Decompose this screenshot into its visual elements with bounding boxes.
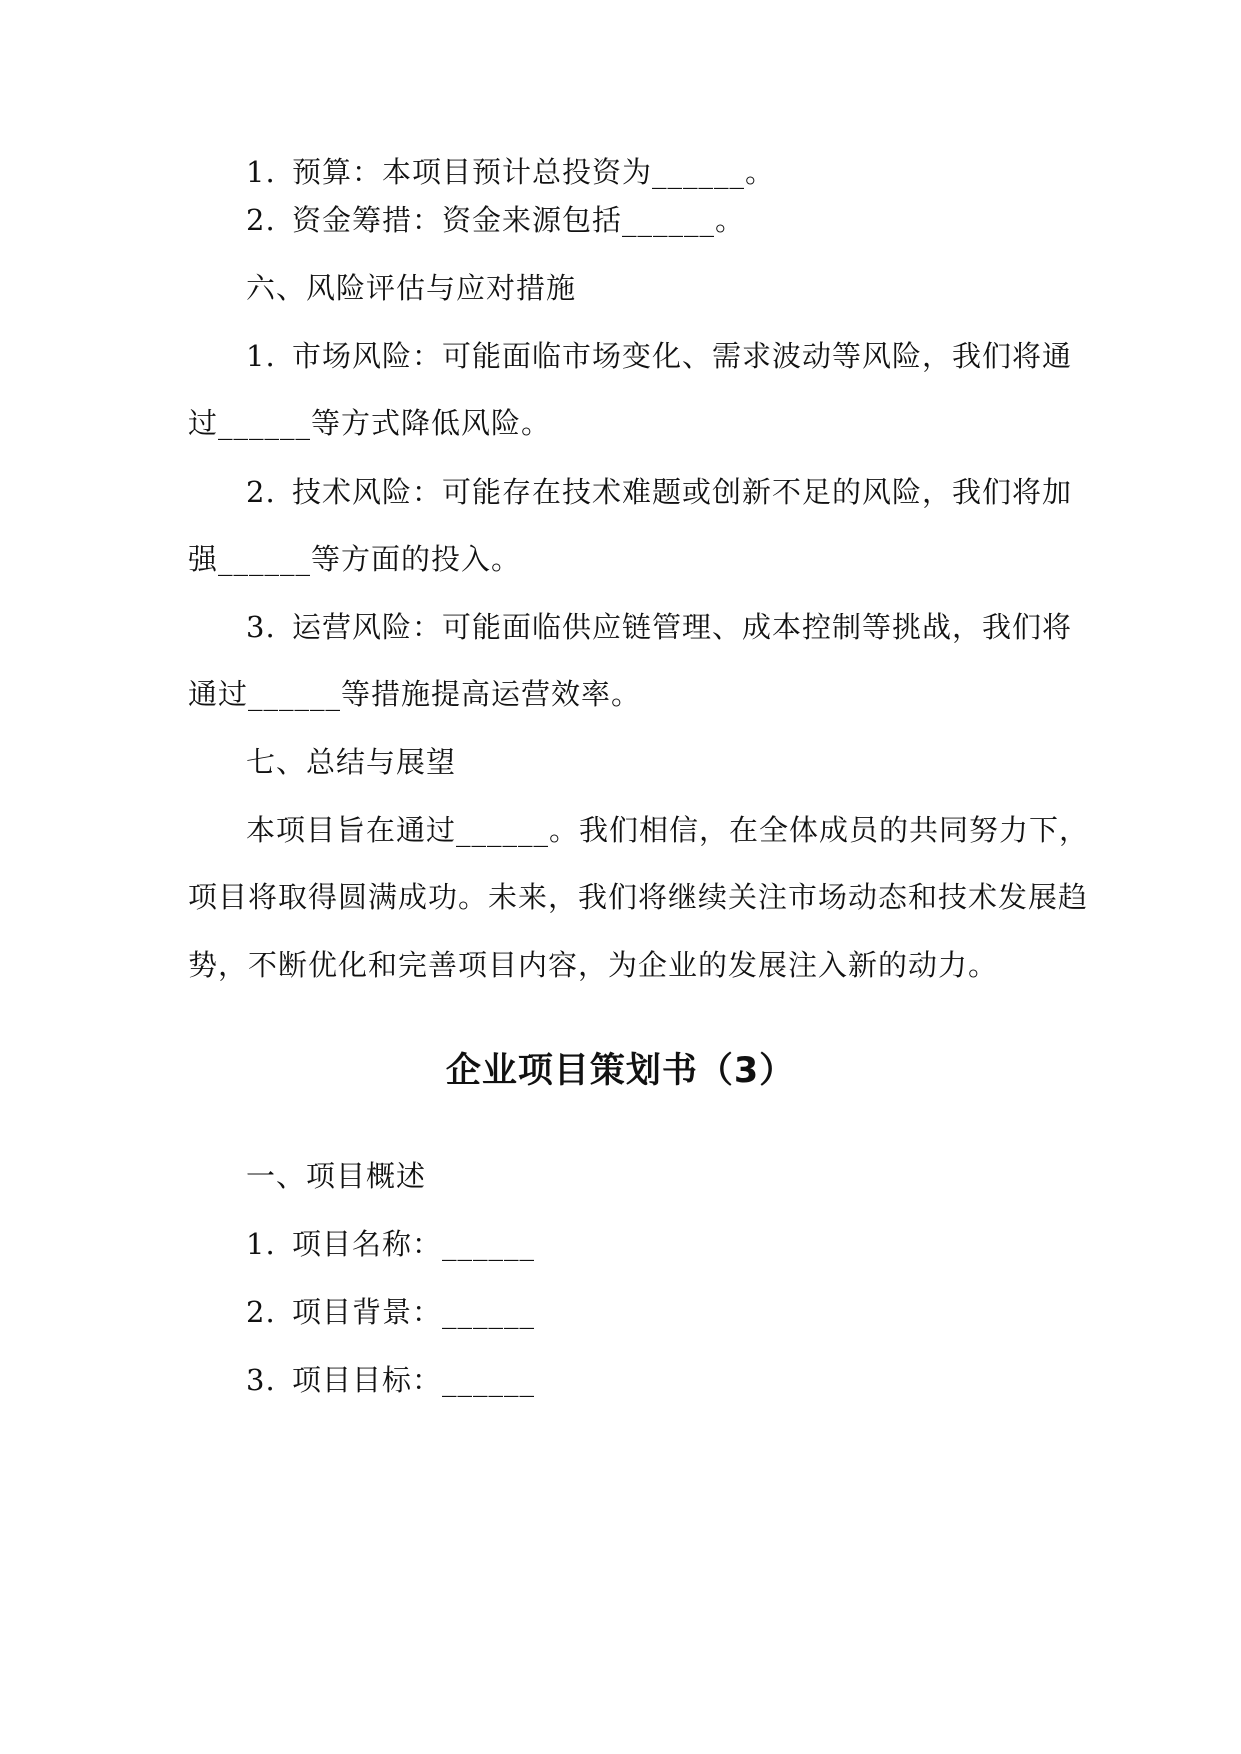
item-number: 1. (246, 1227, 276, 1261)
item-number: 3. (246, 610, 276, 644)
funding-item (246, 200, 745, 240)
item-text: 资金筹措：资金来源包括______。 (292, 203, 746, 237)
summary-line3: 势，不断优化和完善项目内容，为企业的发展注入新的动力。 (188, 948, 999, 982)
project-name-item (246, 1224, 535, 1264)
item-number: 2. (246, 1295, 276, 1329)
ops-risk-line1 (246, 607, 1072, 647)
market-risk-line1 (246, 336, 1072, 376)
item-number: 2. (246, 475, 276, 509)
item-text: 技术风险：可能存在技术难题或创新不足的风险，我们将加 (292, 475, 1073, 509)
project-background-item (246, 1292, 535, 1332)
section-heading-summary: 七、总结与展望 (246, 745, 457, 779)
item-number: 1. (246, 155, 276, 189)
section-heading-risk: 六、风险评估与应对措施 (246, 271, 577, 305)
summary-line2: 项目将取得圆满成功。未来，我们将继续关注市场动态和技术发展趋 (188, 880, 1089, 914)
ops-risk-line2: 通过______等措施提高运营效率。 (188, 677, 642, 711)
item-text: 运营风险：可能面临供应链管理、成本控制等挑战，我们将 (292, 610, 1073, 644)
tech-risk-line2: 强______等方面的投入。 (188, 542, 522, 576)
section-heading-overview: 一、项目概述 (246, 1159, 427, 1193)
item-text: 项目目标：______ (292, 1363, 536, 1397)
summary-line1: 本项目旨在通过______。我们相信，在全体成员的共同努力下， (246, 813, 1090, 847)
document-title: 企业项目策划书（3） (445, 1051, 796, 1091)
item-text: 项目名称：______ (292, 1227, 536, 1261)
item-text: 预算：本项目预计总投资为______。 (292, 155, 776, 189)
item-number: 1. (246, 339, 276, 373)
project-goal-item (246, 1360, 535, 1400)
item-number: 3. (246, 1363, 276, 1397)
item-text: 市场风险：可能面临市场变化、需求波动等风险，我们将通 (292, 339, 1073, 373)
budget-item (246, 152, 775, 192)
tech-risk-line1 (246, 472, 1072, 512)
item-number: 2. (246, 203, 276, 237)
item-text: 项目背景：______ (292, 1295, 536, 1329)
market-risk-line2: 过______等方式降低风险。 (188, 406, 552, 440)
